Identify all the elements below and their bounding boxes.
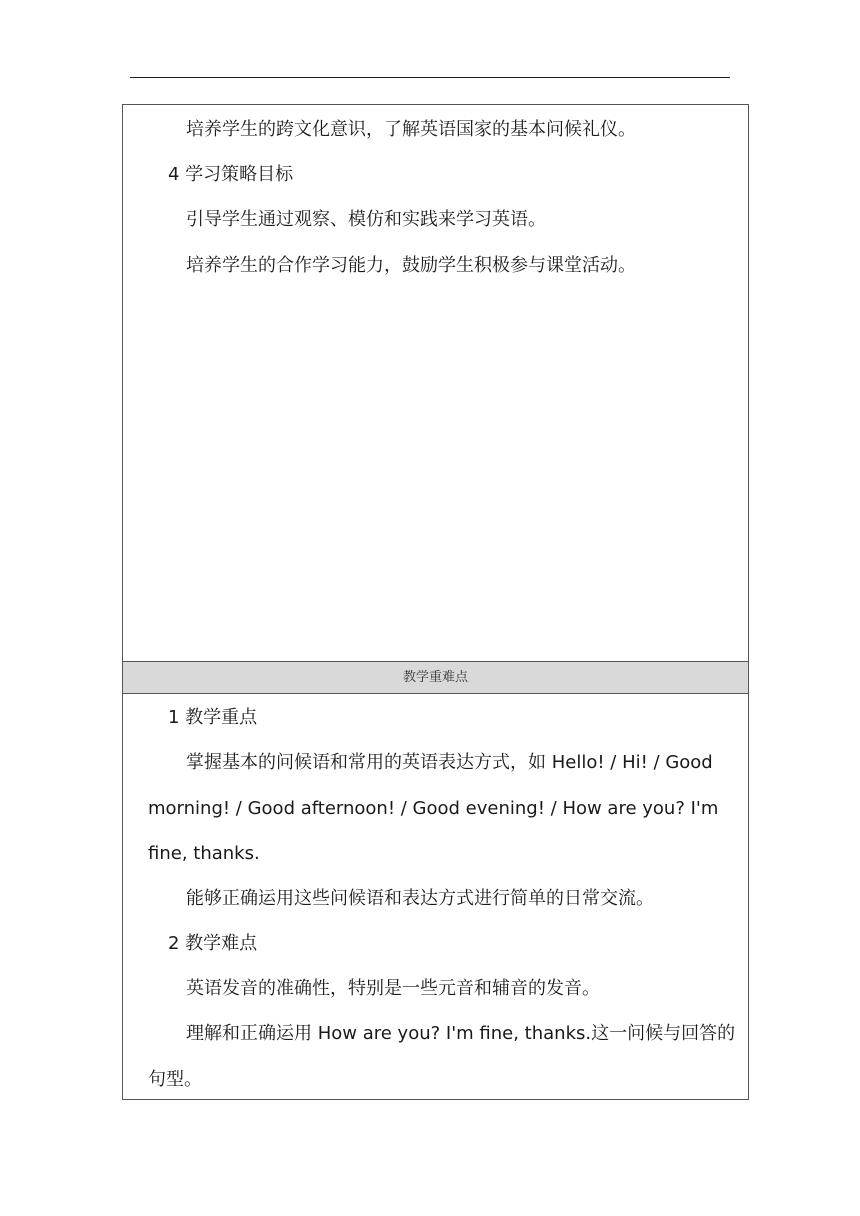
heading-learning-strategy: 4 学习策略目标 (168, 164, 294, 185)
paragraph-greetings-1: 掌握基本的问候语和常用的英语表达方式，如 Hello! / Hi! / Good (186, 752, 713, 773)
paragraph-pronunciation: 英语发音的准确性，特别是一些元音和辅音的发音。 (186, 978, 600, 999)
paragraph-how-are-you-1: 理解和正确运用 How are you? I'm fine, thanks.这一问候与回答的 (186, 1023, 736, 1044)
paragraph-greetings-2: morning! / Good afternoon! / Good evening! / How are you? I'm (148, 798, 719, 819)
paragraph-daily-communication: 能够正确运用这些问候语和表达方式进行简单的日常交流。 (186, 888, 654, 909)
heading-teaching-focus: 1 教学重点 (168, 707, 258, 728)
section-header-key-difficult-points: 教学重难点 (123, 661, 748, 694)
paragraph-observation: 引导学生通过观察、模仿和实践来学习英语。 (186, 209, 546, 230)
paragraph-cooperation: 培养学生的合作学习能力，鼓励学生积极参与课堂活动。 (186, 255, 636, 276)
paragraph-cultural-awareness: 培养学生的跨文化意识，了解英语国家的基本问候礼仪。 (186, 119, 636, 140)
key-points-cell (123, 694, 748, 1099)
objectives-cell (123, 105, 748, 661)
paragraph-how-are-you-2: 句型。 (148, 1069, 202, 1090)
paragraph-greetings-3: fine, thanks. (148, 843, 260, 864)
heading-teaching-difficulty: 2 教学难点 (168, 933, 258, 954)
document-table (122, 104, 749, 1100)
header-rule (130, 77, 730, 78)
